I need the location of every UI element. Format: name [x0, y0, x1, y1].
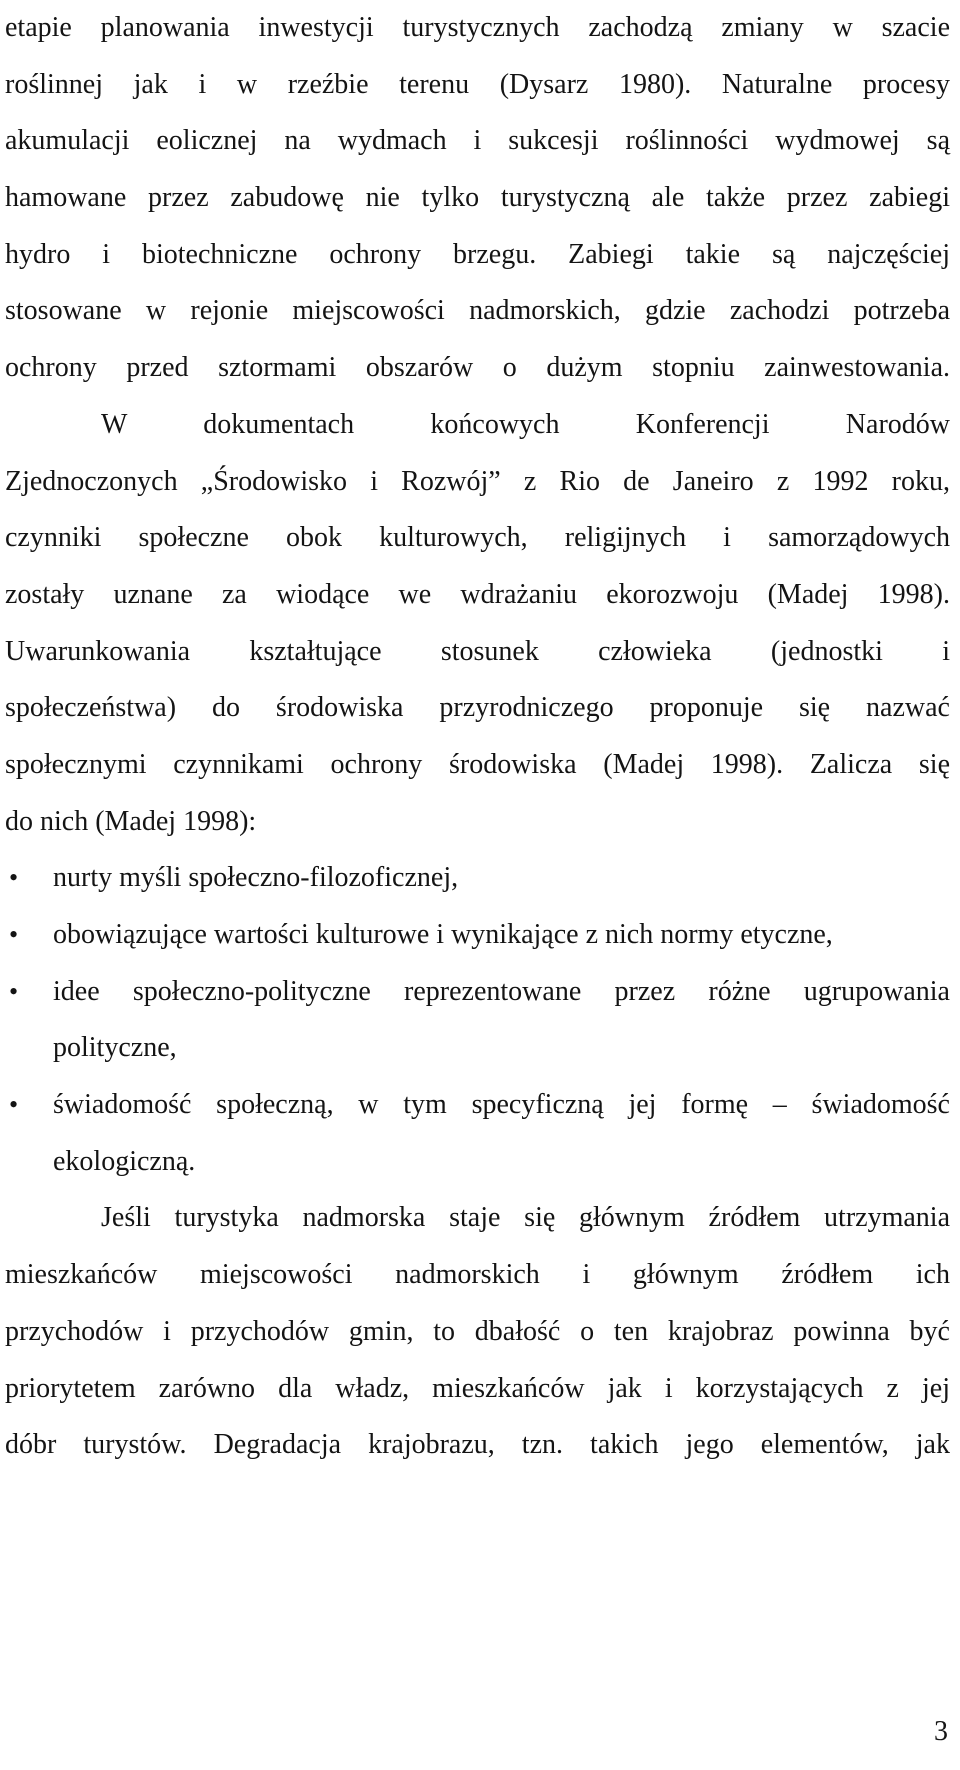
text-line: społeczeństwa) do środowiska przyrodniczego proponuje się nazwać: [5, 692, 950, 724]
list-item: [5, 964, 950, 1077]
text-line: stosowane w rejonie miejscowości nadmorskich, gdzie zachodzi potrzeba: [5, 295, 950, 327]
paragraph-1: [5, 0, 950, 397]
text-line: czynniki społeczne obok kulturowych, religijnych i samorządowych: [5, 522, 950, 554]
text-line: Uwarunkowania kształtujące stosunek człowieka (jednostki i: [5, 635, 950, 667]
text-line: dóbr turystów. Degradacja krajobrazu, tzn. takich jego elementów, jak: [5, 1429, 950, 1461]
text-line: mieszkańców miejscowości nadmorskich i głównym źródłem ich: [5, 1259, 950, 1291]
text-line: Jeśli turystyka nadmorska staje się głównym źródłem utrzymania: [101, 1202, 950, 1234]
text-line: Zjednoczonych „Środowisko i Rozwój” z Rio de Janeiro z 1992 roku,: [5, 465, 950, 497]
list-item-line: [5, 1077, 950, 1134]
text-line: hamowane przez zabudowę nie tylko turystyczną ale także przez zabiegi: [5, 182, 950, 214]
list-item: [5, 850, 950, 907]
list-item-text: świadomość społeczną, w tym specyficzną jej formę – świadomość: [53, 1089, 950, 1121]
document-page: [5, 0, 950, 1474]
text-line: zostały uznane za wiodące we wdrażaniu ekorozwoju (Madej 1998).: [5, 578, 950, 610]
bullet-icon: •: [9, 863, 19, 893]
text-line: W dokumentach końcowych Konferencji Narodów: [101, 408, 950, 440]
bullet-icon: •: [9, 1090, 19, 1120]
text-line: do nich (Madej 1998):: [5, 805, 257, 837]
text-line: ochrony przed sztormami obszarów o dużym stopniu zainwestowania.: [5, 352, 950, 384]
list-item-text: obowiązujące wartości kulturowe i wynikające z nich normy etyczne,: [53, 919, 833, 950]
list-item: [5, 907, 950, 964]
list-item-continuation: polityczne,: [53, 1032, 177, 1064]
bullet-icon: •: [9, 920, 19, 949]
text-line: hydro i biotechniczne ochrony brzegu. Zabiegi takie są najczęściej: [5, 238, 950, 270]
paragraph-3: [5, 1190, 950, 1473]
list-item-line: [5, 964, 950, 1021]
text-line: akumulacji eolicznej na wydmach i sukcesji roślinności wydmowej są: [5, 125, 950, 157]
text-line: etapie planowania inwestycji turystycznych zachodzą zmiany w szacie: [5, 12, 950, 43]
text-line: roślinnej jak i w rzeźbie terenu (Dysarz 1980). Naturalne procesy: [5, 68, 950, 100]
page-number: 3: [934, 1716, 948, 1747]
paragraph-2: [5, 397, 950, 851]
text-line: przychodów i przychodów gmin, to dbałość o ten krajobraz powinna być: [5, 1315, 950, 1347]
text-line: społecznymi czynnikami ochrony środowiska (Madej 1998). Zalicza się: [5, 748, 950, 780]
bullet-icon: •: [9, 976, 19, 1006]
list-item-continuation: ekologiczną.: [53, 1145, 196, 1177]
list-item-text: nurty myśli społeczno-filozoficznej,: [53, 862, 459, 894]
list-item-text: idee społeczno-polityczne reprezentowane przez różne ugrupowania: [53, 975, 950, 1007]
bullet-list: [5, 850, 950, 1190]
text-line: priorytetem zarówno dla władz, mieszkańców jak i korzystających z jej: [5, 1372, 950, 1404]
list-item: [5, 1077, 950, 1190]
